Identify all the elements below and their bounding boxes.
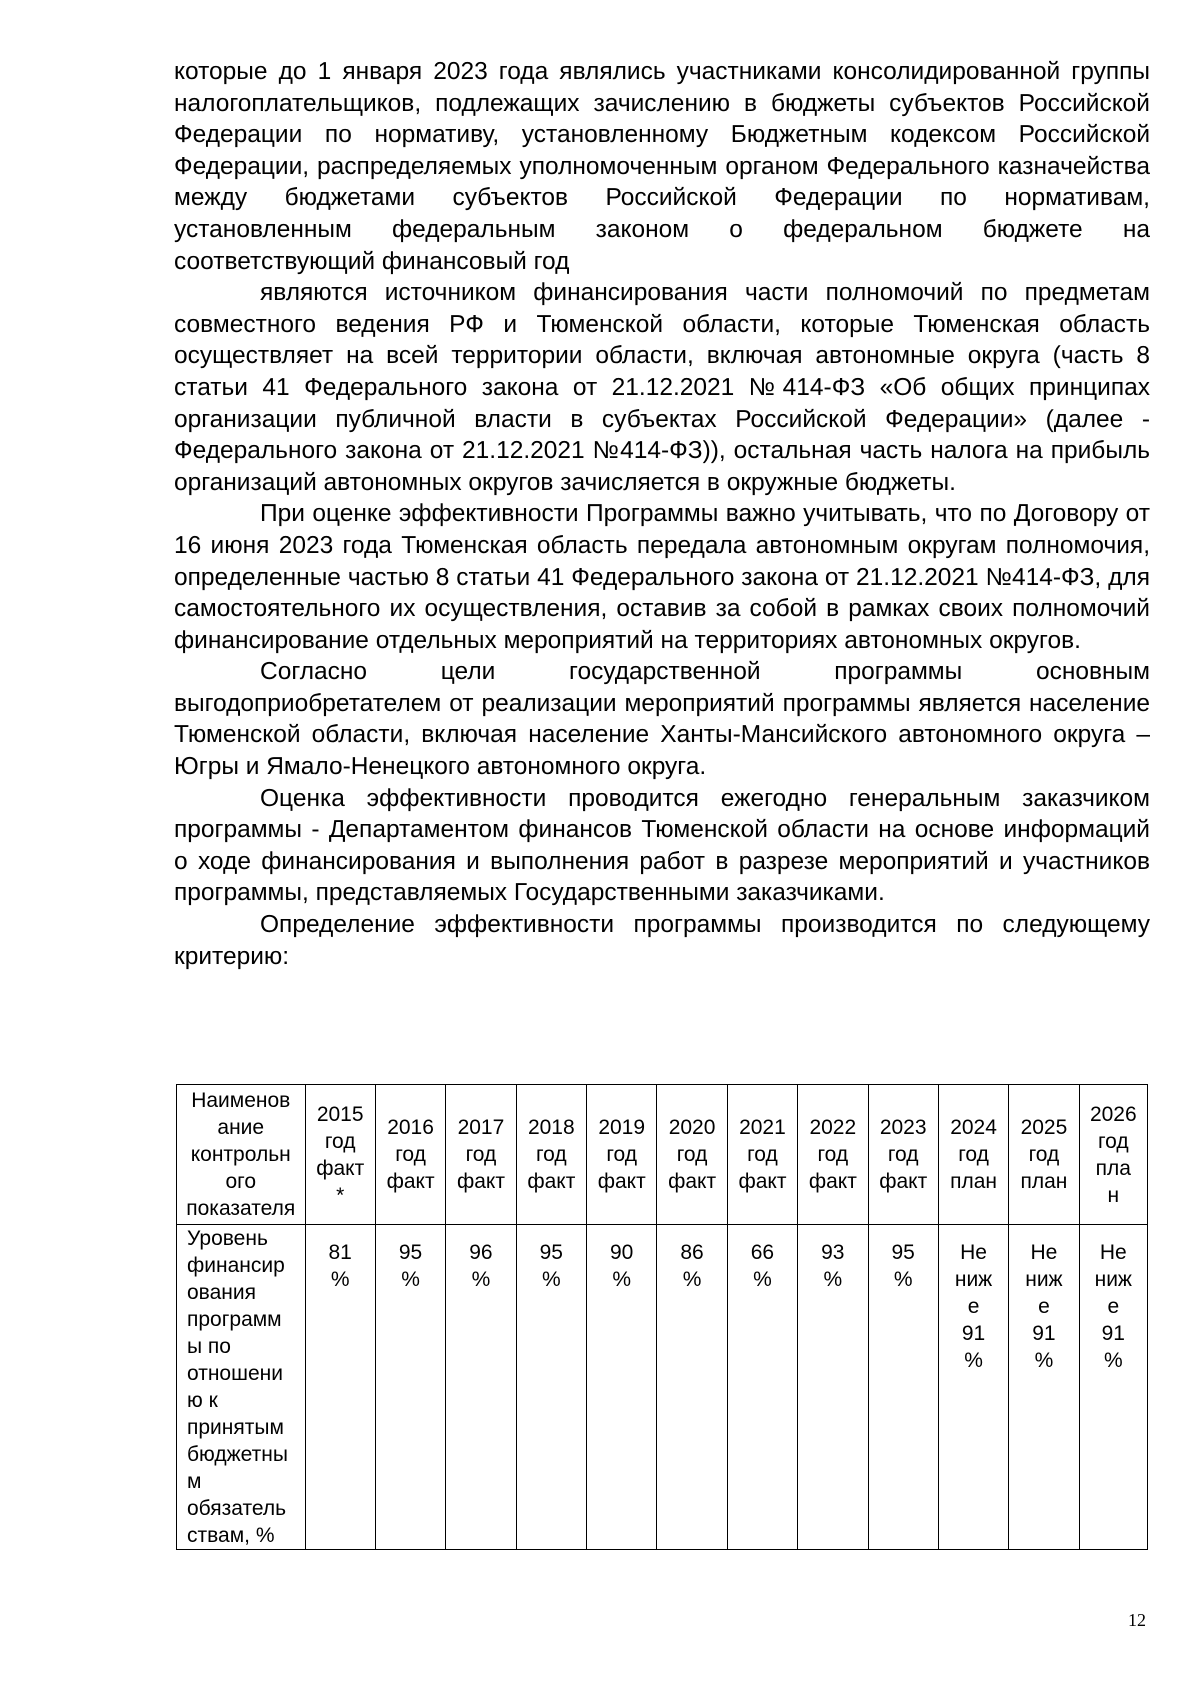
table-header-cell: 2016 год факт: [375, 1085, 445, 1225]
table-header-cell: Наименов ание контрольн ого показателя: [177, 1085, 306, 1225]
table-header-cell: 2024 год план: [938, 1085, 1008, 1225]
table-cell: Не ниж е 91 %: [938, 1225, 1008, 1550]
table-cell: 86 %: [657, 1225, 727, 1550]
table-header-cell: 2015 год факт *: [305, 1085, 375, 1225]
paragraph-1: которые до 1 января 2023 года являлись участниками консолидированной группы налогоплательщиков, подлежащих зачислению в бюджеты субъектов Российской Федерации по нормативу, установленному Бюджетным кодексом Российской Федерации, распределяемых уполномоченным органом Федерального казначейства между бюджетами субъектов Российской Федерации по нормативам, установленным федеральным законом о федеральном бюджете на соответствующий финансовый год: [174, 58, 1150, 275]
paragraph-3: При оценке эффективности Программы важно учитывать, что по Договору от 16 июня 2023 года Тюменская область передала автономным округам полномочия, определенные частью 8 статьи 41 Федерального закона от 21.12.2021 №414-ФЗ, для самостоятельного их осуществления, оставив за собой в рамках своих полномочий финансирование отдельных мероприятий на территориях автономных округов.: [174, 500, 1150, 654]
table-header-cell: 2026 год пла н: [1079, 1085, 1147, 1225]
table-cell: 93 %: [798, 1225, 868, 1550]
table-cell: 95 %: [868, 1225, 938, 1550]
paragraph-4: Согласно цели государственной программы основным выгодоприобретателем от реализации мероприятий программы является население Тюменской области, включая население Ханты-Мансийского автономного округа – Югры и Ямало-Ненецкого автономного округа.: [174, 658, 1150, 781]
table-cell: Не ниж е 91 %: [1009, 1225, 1079, 1550]
table-header-cell: 2019 год факт: [587, 1085, 657, 1225]
table-cell: 95 %: [375, 1225, 445, 1550]
table-header-cell: 2025 год план: [1009, 1085, 1079, 1225]
paragraph-6: Определение эффективности программы производится по следующему критерию:: [174, 911, 1150, 970]
table-header-cell: 2020 год факт: [657, 1085, 727, 1225]
table-cell: 90 %: [587, 1225, 657, 1550]
table-cell: Не ниж е 91 %: [1079, 1225, 1147, 1550]
table-cell: 96 %: [446, 1225, 516, 1550]
table-cell-indicator-name: Уровень финансир ования программ ы по отношени ю к принятым бюджетны м обязатель ствам, %: [177, 1225, 306, 1550]
page-number: 12: [1128, 1610, 1146, 1630]
paragraph-5: Оценка эффективности проводится ежегодно генеральным заказчиком программы - Департаментом финансов Тюменской области на основе информаций о ходе финансирования и выполнения работ в разрезе мероприятий и участников программы, представляемых Государственными заказчиками.: [174, 784, 1150, 907]
paragraph-2: являются источником финансирования части полномочий по предметам совместного ведения РФ и Тюменской области, которые Тюменская область осуществляет на всей территории области, включая автономные округа (часть 8 статьи 41 Федерального закона от 21.12.2021 №414-ФЗ «Об общих принципах организации публичной власти в субъектах Российской Федерации» (далее - Федерального закона от 21.12.2021 №414-ФЗ)), остальная часть налога на прибыль организаций автономных округов зачисляется в окружные бюджеты.: [174, 279, 1150, 496]
table-cell: 81 %: [305, 1225, 375, 1550]
table-header-cell: 2018 год факт: [516, 1085, 586, 1225]
table-header-cell: 2017 год факт: [446, 1085, 516, 1225]
table-header-cell: 2022 год факт: [798, 1085, 868, 1225]
table-cell: 66 %: [727, 1225, 797, 1550]
table-cell: 95 %: [516, 1225, 586, 1550]
document-page: [174, 56, 1150, 972]
table-header-row: [177, 1085, 1148, 1225]
table-row: [177, 1225, 1148, 1550]
criteria-table: [176, 1084, 1148, 1550]
table-header-cell: 2021 год факт: [727, 1085, 797, 1225]
table-header-cell: 2023 год факт: [868, 1085, 938, 1225]
